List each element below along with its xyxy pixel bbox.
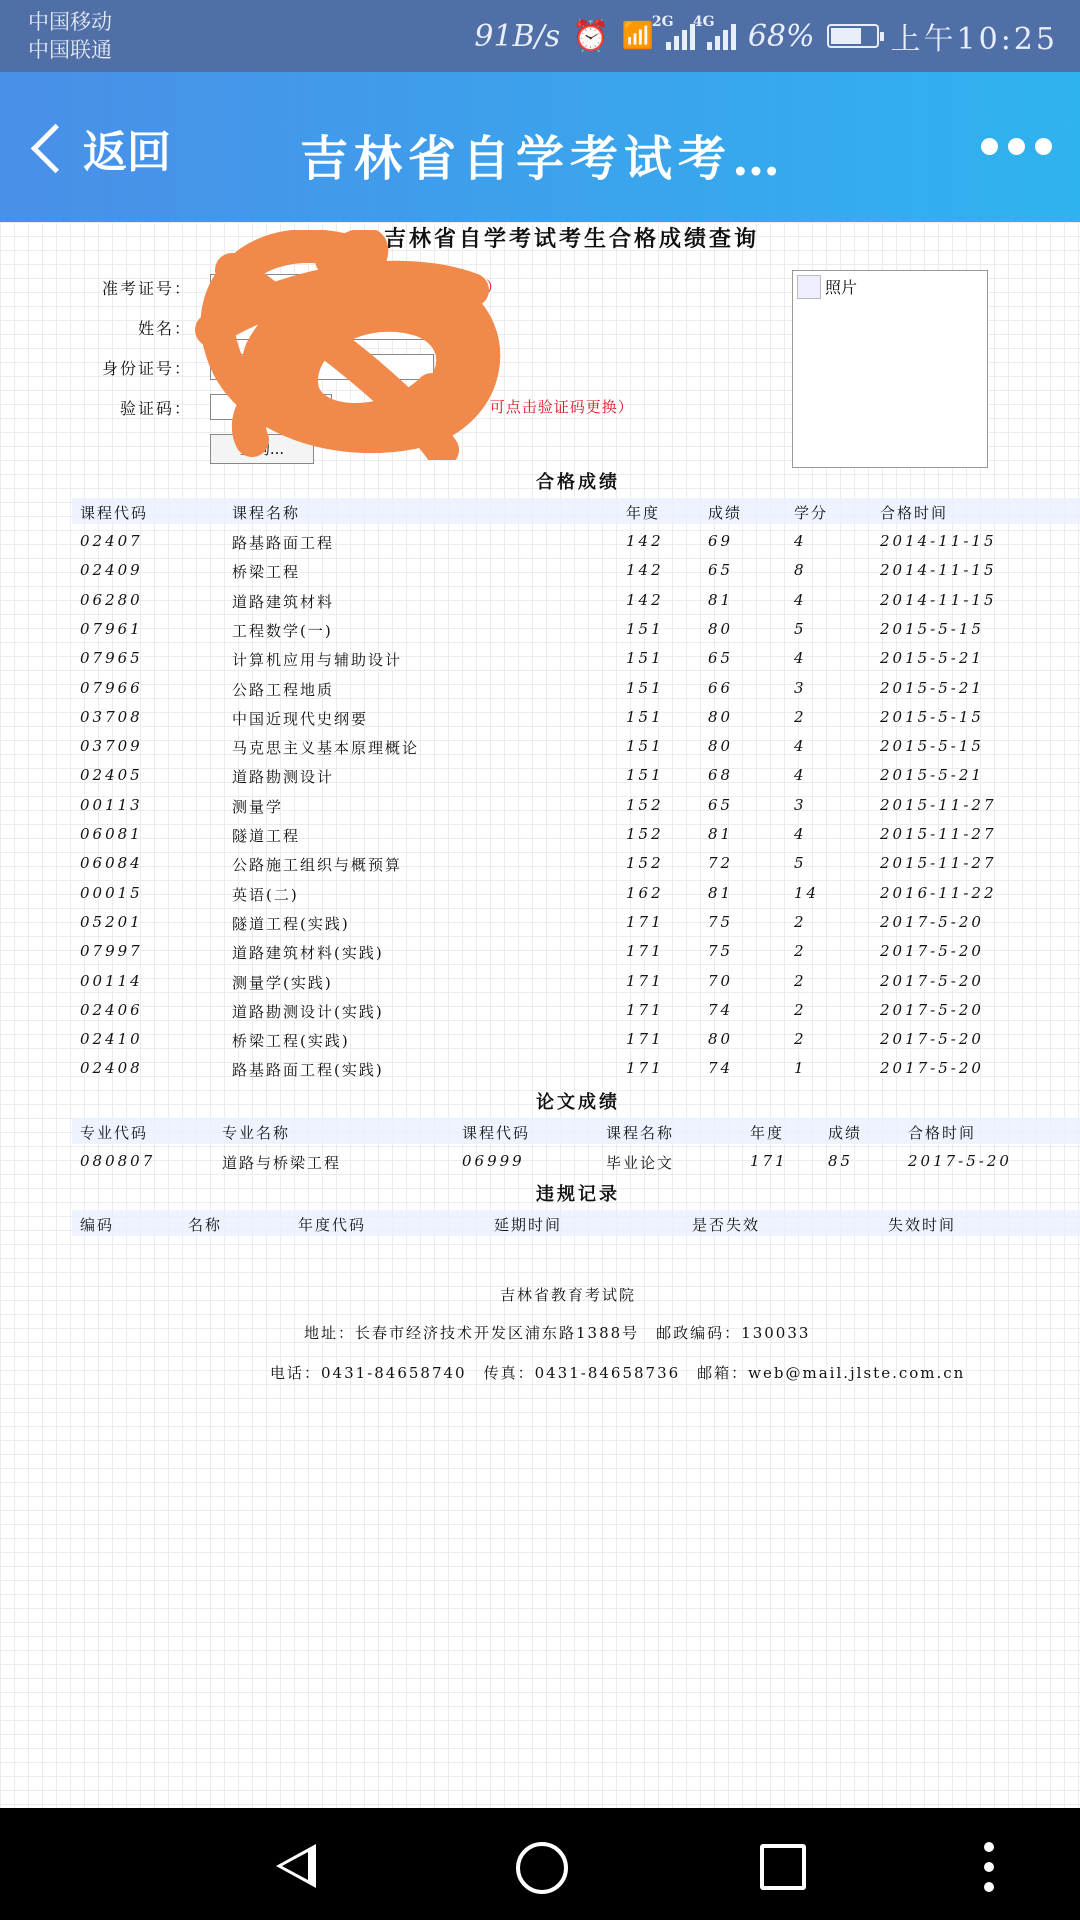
table-cell: 74 — [708, 1000, 734, 1019]
table-cell: 69 — [708, 532, 734, 550]
violations-title: 违规记录 — [536, 1184, 620, 1205]
table-cell: 80 — [708, 707, 734, 726]
table-cell: 151 — [626, 707, 664, 726]
table-cell: 2017-5-20 — [880, 912, 984, 931]
table-cell: 65 — [708, 649, 734, 668]
table-cell: 142 — [626, 532, 664, 550]
label-name: 姓名： — [137, 319, 192, 338]
table-cell: 隧道工程 — [232, 827, 301, 845]
table-cell: 152 — [626, 795, 664, 814]
table-cell: 65 — [708, 561, 734, 580]
carrier-2: 中国联通 — [28, 38, 112, 62]
table-cell: 1 — [794, 1059, 807, 1078]
table-cell: 151 — [626, 649, 664, 668]
table-cell: 02407 — [80, 532, 143, 550]
clock: 上午10:25 — [890, 22, 1058, 57]
grades-header-cell: 合格时间 — [880, 504, 949, 522]
broken-image-icon — [797, 275, 821, 299]
table-cell: 2015-11-27 — [880, 825, 997, 843]
footer-org: 吉林省教育考试院 — [500, 1286, 637, 1304]
table-cell: 道路勘测设计(实践) — [232, 1002, 384, 1021]
table-cell: 道路建筑材料 — [232, 592, 335, 611]
table-cell: 80 — [708, 1030, 734, 1049]
table-cell: 152 — [626, 854, 664, 873]
table-cell: 2017-5-20 — [880, 1000, 984, 1019]
table-cell: 隧道工程(实践) — [232, 914, 350, 933]
nav-back-icon[interactable] — [276, 1844, 316, 1888]
table-cell: 00113 — [80, 795, 143, 814]
page-title-bar: 吉林省自学考试考… — [300, 131, 787, 187]
table-cell: 72 — [708, 854, 734, 873]
violations-header-cell: 失效时间 — [888, 1216, 957, 1234]
table-cell: 4 — [794, 825, 807, 843]
grades-header-cell: 课程名称 — [232, 504, 301, 522]
table-cell: 171 — [626, 1030, 664, 1049]
grades-header-cell: 年度 — [626, 504, 661, 522]
status-bar — [0, 0, 1080, 72]
table-cell: 80 — [708, 737, 734, 756]
query-button[interactable]: 查询... — [210, 434, 314, 464]
violations-header-cell: 是否失效 — [692, 1216, 761, 1234]
table-cell: 桥梁工程(实践) — [232, 1032, 350, 1051]
violations-header-cell: 年度代码 — [298, 1216, 367, 1234]
grades-header-cell: 课程代码 — [80, 504, 149, 522]
redaction-scribble — [192, 230, 502, 460]
table-cell: 70 — [708, 971, 734, 990]
table-cell: 公路工程地质 — [232, 680, 335, 699]
photo-frame — [792, 270, 988, 468]
footer-contact: 电话：0431-84658740 传真：0431-84658736 邮箱：web@mail.jlste.com.cn — [270, 1364, 966, 1382]
table-cell: 07961 — [80, 619, 143, 638]
table-cell: 68 — [708, 766, 734, 785]
table-cell: 07965 — [80, 649, 143, 668]
table-cell: 142 — [626, 561, 664, 580]
table-cell: 171 — [626, 971, 664, 990]
more-dot-icon — [981, 138, 998, 155]
grades-header-cell: 学分 — [794, 504, 829, 522]
table-cell: 65 — [708, 795, 734, 814]
table-cell: 151 — [626, 678, 664, 697]
table-cell: 3 — [794, 795, 807, 814]
table-cell: 道路勘测设计 — [232, 768, 335, 787]
footer-address: 地址：长春市经济技术开发区浦东路1388号 邮政编码：130033 — [304, 1324, 811, 1342]
table-cell: 81 — [708, 590, 734, 609]
table-cell: 03708 — [80, 707, 143, 726]
table-cell: 81 — [708, 825, 734, 843]
thesis-header-cell: 合格时间 — [908, 1124, 977, 1142]
table-cell: 测量学(实践) — [232, 973, 333, 992]
network-2g-label: 2G — [651, 14, 674, 30]
table-cell: 计算机应用与辅助设计 — [232, 651, 403, 670]
table-cell: 道路建筑材料(实践) — [232, 944, 384, 963]
table-cell: 171 — [626, 1059, 664, 1078]
table-cell: 2 — [794, 707, 807, 726]
violations-header-cell: 延期时间 — [494, 1216, 563, 1234]
table-cell: 4 — [794, 766, 807, 785]
table-cell: 2 — [794, 912, 807, 931]
thesis-header-cell: 专业代码 — [80, 1124, 149, 1142]
table-cell: 2015-5-15 — [880, 707, 984, 726]
back-button[interactable] — [26, 116, 171, 180]
table-cell: 5 — [794, 619, 807, 638]
table-cell: 06999 — [462, 1152, 525, 1170]
table-cell: 2017-5-20 — [908, 1152, 1012, 1170]
web-content — [0, 222, 1080, 1808]
violations-header-cell: 名称 — [188, 1216, 223, 1234]
thesis-header-cell: 年度 — [750, 1124, 785, 1142]
more-dot-icon — [1008, 138, 1025, 155]
network-4g-label: 4G — [692, 14, 715, 30]
table-cell: 85 — [828, 1152, 854, 1170]
violations-header-cell: 编码 — [80, 1216, 115, 1234]
table-cell: 中国近现代史纲要 — [232, 709, 369, 728]
thesis-header-cell: 课程代码 — [462, 1124, 531, 1142]
table-cell: 142 — [626, 590, 664, 609]
table-cell: 66 — [708, 678, 734, 697]
table-cell: 2 — [794, 971, 807, 990]
table-cell: 4 — [794, 649, 807, 668]
table-cell: 06081 — [80, 825, 143, 843]
table-cell: 马克思主义基本原理概论 — [232, 739, 420, 758]
chevron-left-icon — [31, 123, 80, 172]
table-cell: 4 — [794, 590, 807, 609]
signal-4g-icon — [692, 14, 736, 50]
table-cell: 00114 — [80, 971, 143, 990]
table-cell: 2017-5-20 — [880, 971, 984, 990]
battery-icon — [827, 24, 879, 48]
table-cell: 151 — [626, 737, 664, 756]
table-cell: 02408 — [80, 1059, 143, 1078]
table-cell: 00015 — [80, 883, 143, 902]
table-cell: 151 — [626, 619, 664, 638]
carrier-1: 中国移动 — [28, 10, 112, 34]
table-cell: 道路与桥梁工程 — [222, 1154, 342, 1172]
table-cell: 14 — [794, 883, 820, 902]
network-speed: 91B/s — [474, 18, 561, 54]
table-cell: 工程数学(一) — [232, 621, 333, 640]
wifi-icon: 📶 — [621, 21, 654, 51]
table-cell: 2017-5-20 — [880, 1059, 984, 1078]
table-cell: 2015-5-21 — [880, 649, 984, 668]
nav-menu-icon[interactable] — [984, 1842, 994, 1892]
table-cell: 80 — [708, 619, 734, 638]
table-cell: 152 — [626, 825, 664, 843]
table-cell: 07997 — [80, 942, 143, 961]
table-cell: 5 — [794, 854, 807, 873]
table-cell: 2015-11-27 — [880, 854, 997, 873]
more-options-button[interactable] — [981, 138, 1052, 155]
table-cell: 8 — [794, 561, 807, 580]
required-note: （必填） — [438, 318, 503, 336]
table-cell: 2 — [794, 942, 807, 961]
table-cell: 2 — [794, 1030, 807, 1049]
battery-percent: 68% — [747, 18, 815, 54]
table-cell: 2015-11-27 — [880, 795, 997, 814]
captcha-hint: （看不清？ 可点击验证码更换） — [404, 398, 634, 416]
query-title: 吉林省自学考试考生合格成绩查询 — [384, 226, 760, 252]
thesis-title: 论文成绩 — [536, 1092, 620, 1113]
table-cell: 171 — [626, 942, 664, 961]
table-cell: 74 — [708, 1059, 734, 1078]
thesis-header-cell: 成绩 — [828, 1124, 863, 1142]
table-cell: 02405 — [80, 766, 143, 785]
nav-home-icon[interactable] — [516, 1842, 568, 1894]
table-cell: 桥梁工程 — [232, 563, 301, 582]
table-cell: 2014-11-15 — [880, 561, 997, 580]
table-cell: 02410 — [80, 1030, 143, 1049]
table-cell: 2015-5-21 — [880, 678, 984, 697]
app-header — [0, 72, 1080, 222]
label-exam-id: 准考证号： — [101, 279, 192, 298]
table-cell: 162 — [626, 883, 664, 902]
table-cell: 2017-5-20 — [880, 1030, 984, 1049]
label-captcha: 验证码： — [119, 399, 192, 418]
table-cell: 2014-11-15 — [880, 532, 997, 550]
nav-recent-apps-icon[interactable] — [760, 1844, 806, 1890]
table-cell: 07966 — [80, 678, 143, 697]
table-cell: 171 — [750, 1152, 788, 1170]
table-cell: 2015-5-21 — [880, 766, 984, 785]
table-cell: 03709 — [80, 737, 143, 756]
thesis-header-cell: 专业名称 — [222, 1124, 291, 1142]
table-cell: 151 — [626, 766, 664, 785]
table-cell: 171 — [626, 1000, 664, 1019]
table-cell: 公路施工组织与概预算 — [232, 856, 403, 875]
grades-header-cell: 成绩 — [708, 504, 743, 522]
table-cell: 测量学 — [232, 797, 284, 816]
table-cell: 3 — [794, 678, 807, 697]
label-id-card: 身份证号： — [101, 359, 192, 378]
required-note: （必填） — [438, 278, 503, 296]
table-cell: 171 — [626, 912, 664, 931]
thesis-header-cell: 课程名称 — [606, 1124, 675, 1142]
required-note: （必填） — [438, 358, 503, 376]
table-cell: 06084 — [80, 854, 143, 873]
system-nav-bar — [0, 1808, 1080, 1920]
table-cell: 2016-11-22 — [880, 883, 997, 902]
table-cell: 06280 — [80, 590, 143, 609]
photo-label: 照片 — [825, 278, 858, 297]
table-cell: 75 — [708, 942, 734, 961]
table-cell: 2015-5-15 — [880, 737, 984, 756]
alarm-icon: ⏰ — [572, 18, 610, 54]
signal-2g-icon — [651, 14, 695, 50]
table-cell: 4 — [794, 737, 807, 756]
table-cell: 080807 — [80, 1152, 156, 1170]
table-cell: 路基路面工程 — [232, 534, 335, 552]
table-cell: 毕业论文 — [606, 1154, 675, 1172]
table-cell: 05201 — [80, 912, 143, 931]
table-cell: 英语(二) — [232, 885, 299, 904]
table-cell: 2 — [794, 1000, 807, 1019]
table-cell: 81 — [708, 883, 734, 902]
table-cell: 02406 — [80, 1000, 143, 1019]
table-cell: 2015-5-15 — [880, 619, 984, 638]
grades-title: 合格成绩 — [536, 472, 620, 493]
carrier-info — [28, 8, 112, 64]
table-cell: 02409 — [80, 561, 143, 580]
table-cell: 路基路面工程(实践) — [232, 1061, 384, 1080]
table-cell: 2017-5-20 — [880, 942, 984, 961]
more-dot-icon — [1035, 138, 1052, 155]
status-icons — [474, 16, 1058, 56]
table-cell: 4 — [794, 532, 807, 550]
table-cell: 75 — [708, 912, 734, 931]
table-cell: 2014-11-15 — [880, 590, 997, 609]
back-label: 返回 — [83, 127, 171, 178]
